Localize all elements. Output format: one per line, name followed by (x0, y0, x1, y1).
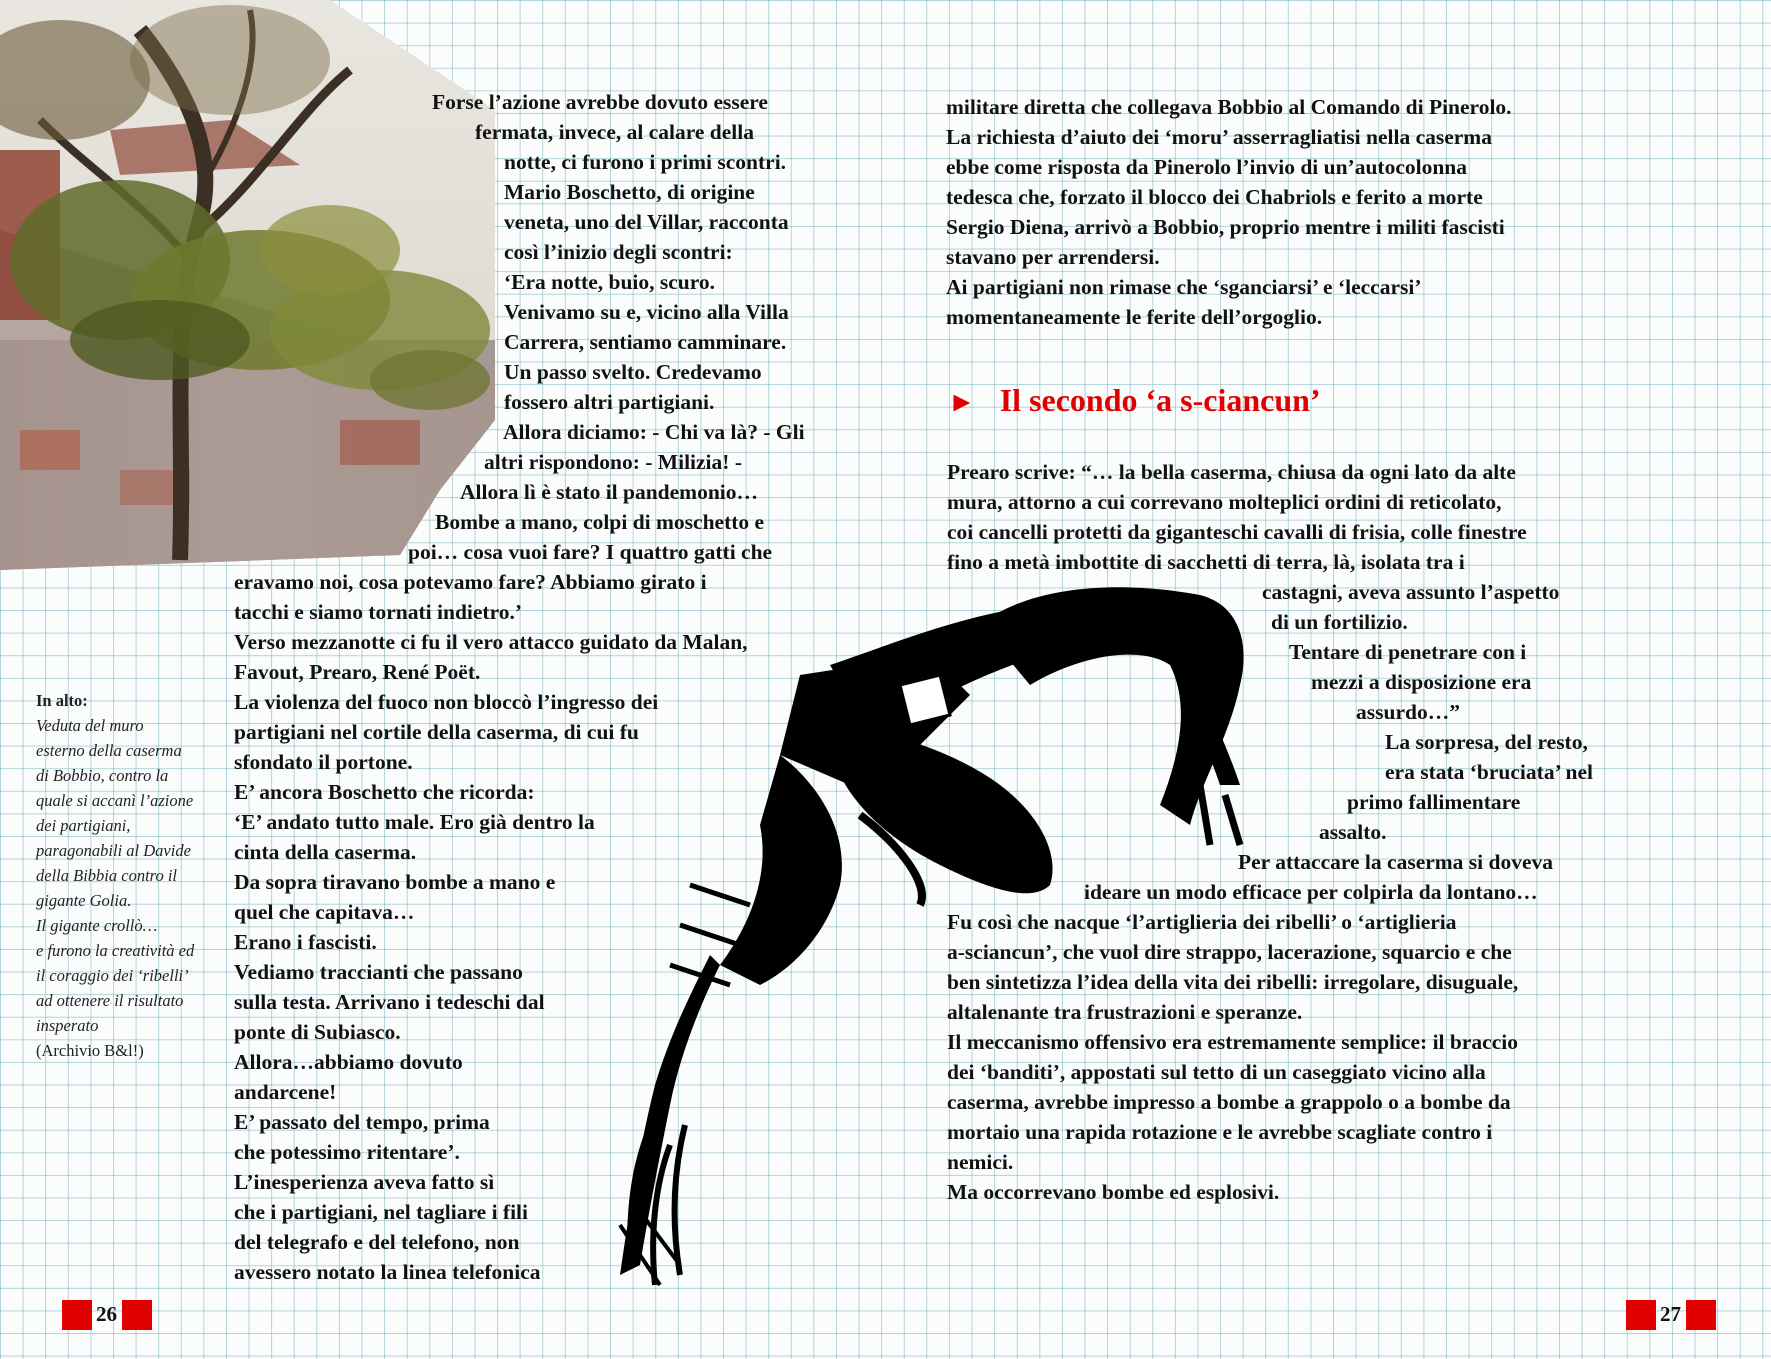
page-number-left (62, 1300, 152, 1330)
text-line: Sergio Diena, arrivò a Bobbio, proprio mentre i militi fascisti (946, 215, 1505, 239)
caption-heading: In alto: (36, 691, 88, 710)
text-line: Allora diciamo: - Chi va là? - Gli (503, 420, 805, 444)
red-square (1626, 1300, 1656, 1330)
text-line: Ma occorrevano bombe ed esplosivi. (947, 1180, 1280, 1204)
text-line: cinta della caserma. (234, 840, 417, 864)
text-line: Mario Boschetto, di origine (504, 180, 755, 204)
text-line: sfondato il portone. (234, 750, 413, 774)
text-line: caserma, avrebbe impresso a bombe a grappolo o a bombe da (947, 1090, 1511, 1114)
caption-line: insperato (36, 1016, 99, 1035)
text-line: militare diretta che collegava Bobbio al Comando di Pinerolo. (946, 95, 1512, 119)
text-line: eravamo noi, cosa potevamo fare? Abbiamo girato i (234, 570, 707, 594)
text-line: Erano i fascisti. (234, 930, 377, 954)
caption-line: quale si accanì l’azione (36, 791, 194, 810)
text-line: così l’inizio degli scontri: (504, 240, 733, 264)
text-line: partigiani nel cortile della caserma, di cui fu (234, 720, 639, 744)
caption-line: ad ottenere il risultato (36, 991, 184, 1010)
text-line: stavano per arrendersi. (946, 245, 1160, 269)
text-line: tedesca che, forzato il blocco dei Chabriols e ferito a morte (946, 185, 1483, 209)
text-line: La violenza del fuoco non bloccò l’ingresso dei (234, 690, 659, 714)
text-line: ponte di Subiasco. (234, 1020, 401, 1044)
page-number-right (1626, 1300, 1716, 1330)
caption-line: Il gigante crollò… (36, 916, 158, 935)
text-line: E’ passato del tempo, prima (234, 1110, 490, 1134)
text-line: ideare un modo efficace per colpirla da lontano… (1084, 880, 1538, 904)
text-line: Vediamo traccianti che passano (234, 960, 523, 984)
red-square (62, 1300, 92, 1330)
text-line: La sorpresa, del resto, (1385, 730, 1588, 754)
text-line: Venivamo su e, vicino alla Villa (504, 300, 789, 324)
text-line: altalenante tra frustrazioni e speranze. (947, 1000, 1303, 1024)
caption-line: paragonabili al Davide (36, 841, 191, 860)
text-line: avessero notato la linea telefonica (234, 1260, 541, 1284)
caption-line: della Bibbia contro il (36, 866, 177, 885)
text-line: primo fallimentare (1347, 790, 1521, 814)
red-square (122, 1300, 152, 1330)
text-line: veneta, uno del Villar, racconta (504, 210, 789, 234)
text-line: del telegrafo e del telefono, non (234, 1230, 520, 1254)
text-line: sulla testa. Arrivano i tedeschi dal (234, 990, 545, 1014)
text-line: Un passo svelto. Credevamo (504, 360, 762, 384)
text-line: Allora lì è stato il pandemonio… (460, 480, 759, 504)
text-line: Da sopra tiravano bombe a mano e (234, 870, 556, 894)
text-line: a-sciancun’, che vuol dire strappo, lacerazione, squarcio e che (947, 940, 1512, 964)
wall-tree-photo (0, 0, 500, 570)
section-heading (948, 384, 1321, 417)
text-line: Allora…abbiamo dovuto (234, 1050, 463, 1074)
text-line: Carrera, sentiamo camminare. (504, 330, 787, 354)
text-line: castagni, aveva assunto l’aspetto (1262, 580, 1560, 604)
text-line: Prearo scrive: “… la bella caserma, chiusa da ogni lato da alte (947, 460, 1516, 484)
text-line: E’ ancora Boschetto che ricorda: (234, 780, 535, 804)
caption-line: di Bobbio, contro la (36, 766, 169, 785)
text-line: altri rispondono: - Milizia! - (484, 450, 742, 474)
text-line: che potessimo ritentare’. (234, 1140, 460, 1164)
text-line: coi cancelli protetti da giganteschi cavalli di frisia, colle finestre (947, 520, 1527, 544)
arrow-right-icon: ► (948, 387, 976, 418)
text-line: Forse l’azione avrebbe dovuto essere (432, 90, 768, 114)
text-line: Favout, Prearo, René Poët. (234, 660, 481, 684)
text-line: notte, ci furono i primi scontri. (504, 150, 787, 174)
text-line: assurdo…” (1356, 700, 1460, 724)
text-line: momentaneamente le ferite dell’orgoglio. (946, 305, 1323, 329)
caption-line: dei partigiani, (36, 816, 131, 835)
text-line: ben sintetizza l’idea della vita dei ribelli: irregolare, disuguale, (947, 970, 1519, 994)
caption-source: (Archivio B&l!) (36, 1041, 144, 1060)
caption-line: e furono la creatività ed (36, 941, 195, 960)
caption-line: gigante Golia. (36, 891, 132, 910)
text-line: andarcene! (234, 1080, 337, 1104)
page-number-text: 27 (1660, 1302, 1681, 1326)
caption-line: esterno della caserma (36, 741, 182, 760)
text-line: fossero altri partigiani. (504, 390, 715, 414)
section-heading-text: Il secondo ‘a s-ciancun’ (999, 382, 1321, 418)
caption-line: Veduta del muro (36, 716, 144, 735)
text-line: poi… cosa vuoi fare? I quattro gatti che (408, 540, 773, 564)
text-line: era stata ‘bruciata’ nel (1385, 760, 1593, 784)
text-line: quel che capitava… (234, 900, 415, 924)
text-line: L’inesperienza aveva fatto sì (234, 1170, 495, 1194)
text-line: assalto. (1319, 820, 1387, 844)
text-line: Il meccanismo offensivo era estremamente semplice: il braccio (947, 1030, 1518, 1054)
text-line: Ai partigiani non rimase che ‘sganciarsi’ e ‘leccarsi’ (946, 275, 1422, 299)
text-line: ‘E’ andato tutto male. Ero già dentro la (234, 810, 595, 834)
text-line: mura, attorno a cui correvano molteplici ordini di reticolato, (947, 490, 1502, 514)
text-line: tacchi e siamo tornati indietro.’ (234, 600, 523, 624)
text-line: di un fortilizio. (1271, 610, 1408, 634)
text-line: ebbe come risposta da Pinerolo l’invio di un’autocolonna (946, 155, 1468, 179)
text-line: Tentare di penetrare con i (1289, 640, 1527, 664)
text-line: Fu così che nacque ‘l’artiglieria dei ribelli’ o ‘artiglieria (947, 910, 1457, 934)
text-line: nemici. (947, 1150, 1014, 1174)
text-line: che i partigiani, nel tagliare i fili (234, 1200, 529, 1224)
text-line: mortaio una rapida rotazione e le avrebbe scagliate contro i (947, 1120, 1493, 1144)
text-line: fino a metà imbottite di sacchetti di terra, là, isolata tra i (947, 550, 1465, 574)
page-number-text: 26 (96, 1302, 117, 1326)
text-line: fermata, invece, al calare della (475, 120, 755, 144)
text-line: ‘Era notte, buio, scuro. (504, 270, 716, 294)
red-square (1686, 1300, 1716, 1330)
text-line: dei ‘banditi’, appostati sul tetto di un caseggiato vicino alla (947, 1060, 1486, 1084)
text-line: Verso mezzanotte ci fu il vero attacco guidato da Malan, (234, 630, 748, 654)
text-line: Bombe a mano, colpi di moschetto e (435, 510, 765, 534)
text-line: La richiesta d’aiuto dei ‘moru’ asserragliatisi nella caserma (946, 125, 1492, 149)
text-line: mezzi a disposizione era (1311, 670, 1532, 694)
text-line: Per attaccare la caserma si doveva (1238, 850, 1554, 874)
caption-line: il coraggio dei ‘ribelli’ (36, 966, 189, 985)
